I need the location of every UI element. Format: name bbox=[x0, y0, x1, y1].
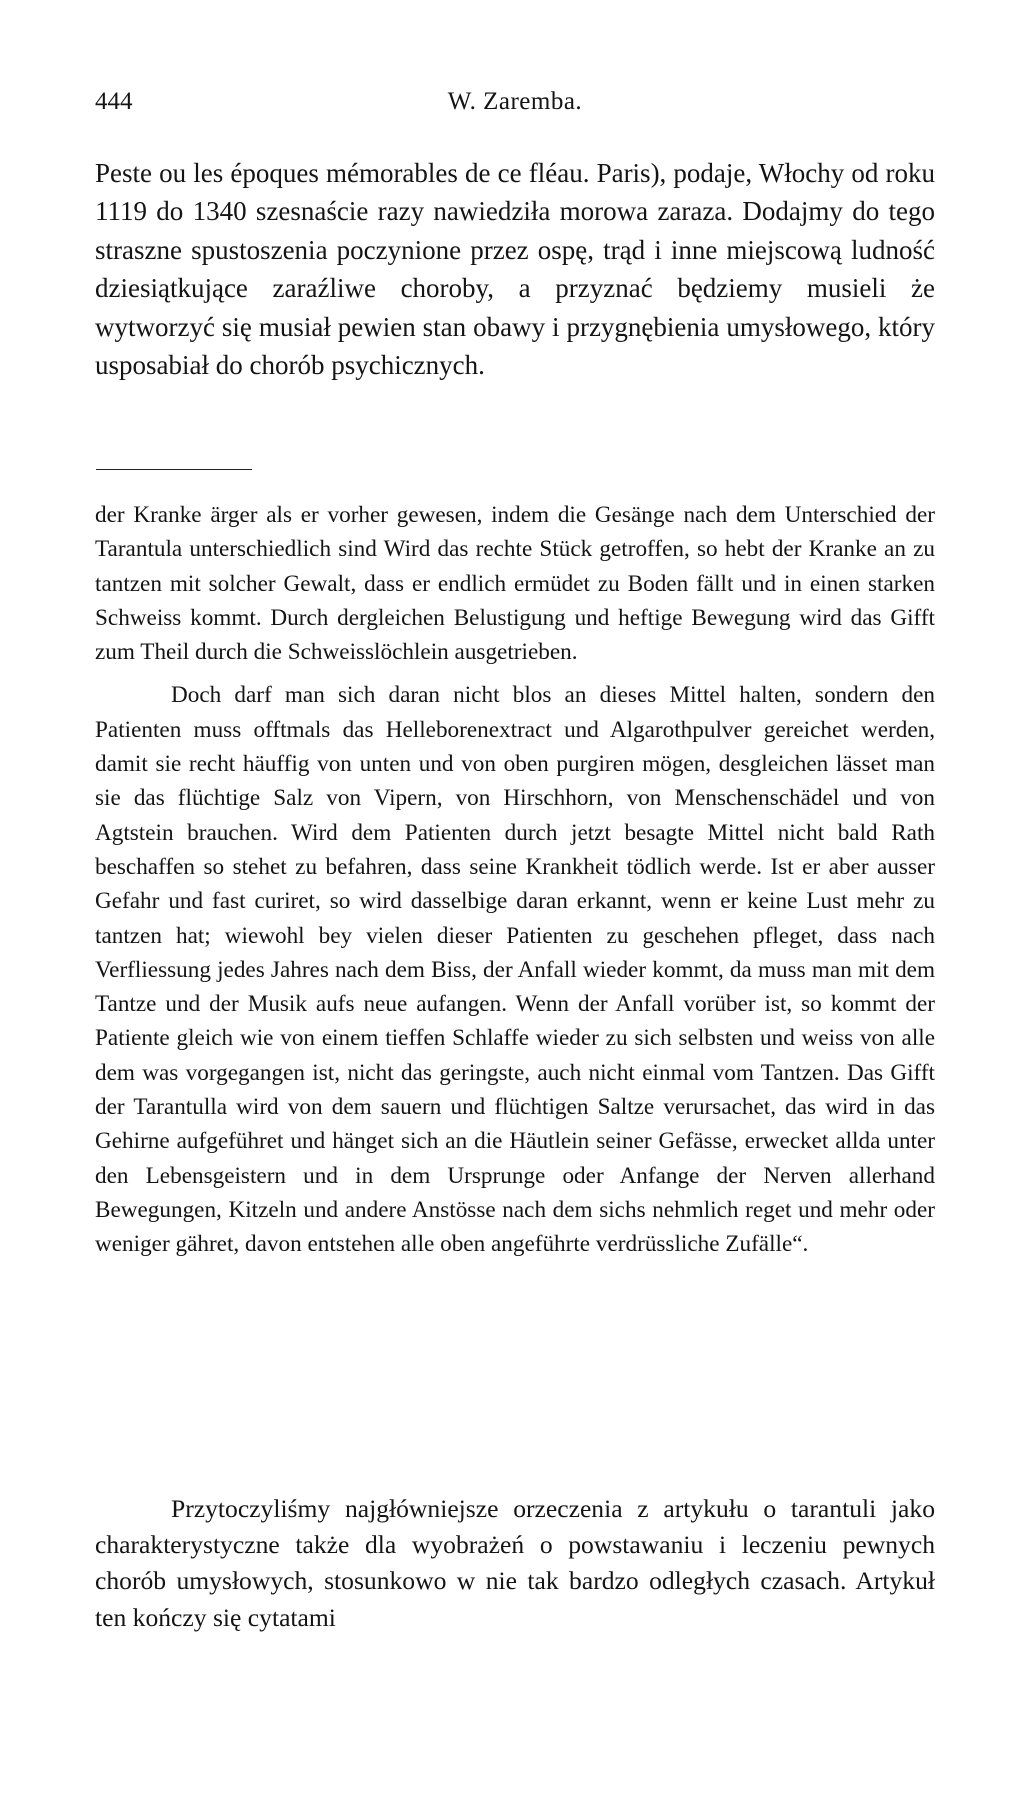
intro-paragraph: Peste ou les époques mémorables de ce fléau. Paris), podaje, Włochy od roku 1119 do 1340 szesnaście razy nawiedziła morowa zaraza. Dodajmy do tego straszne spustoszenia poczynione przez ospę, trąd i inne miejscową ludność dziesiątkujące zaraźliwe choroby, a przyznać będziemy musieli że wytworzyć się musiał pewien stan obawy i przygnębienia umysłowego, który usposabiał do chorób psychicznych. bbox=[95, 158, 935, 381]
page-header bbox=[95, 88, 935, 128]
footnote-paragraph-2: Doch darf man sich daran nicht blos an dieses Mittel halten, sondern den Patienten muss offtmals das Helleborenextract und Algarothpulver gereichet werden, damit sie recht häuffig von unten und von oben purgiren mögen, desgleichen lässet man sie das flüchtige Salz von Vipern, von Hirschhorn, von Menschenschädel und von Agtstein brauchen. Wird dem Patienten durch jetzt besagte Mittel nicht bald Rath beschaffen so stehet zu befahren, dass seine Krankheit tödlich werde. Ist er aber ausser Gefahr und fast curiret, so wird dasselbige daran erkannt, wenn er keine Lust mehr zu tantzen hat; wiewohl bey vielen dieser Patienten zu geschehen pfleget, dass nach Verfliessung jedes Jahres nach dem Biss, der Anfall wieder kommt, da muss man mit dem Tantze und der Musik aufs neue aufangen. Wenn der Anfall vorüber ist, so kommt der Patiente gleich wie von einem tieffen Schlaffe wieder zu sich selbsten und weiss von alle dem was vorgegangen ist, nicht das geringste, auch nicht einmal vom Tantzen. Das Gifft der Tarantulla wird von dem sauern und flüchtigen Saltze verursachet, das wird in das Gehirne aufgeführet und hänget sich an die Häutlein seiner Gefässe, erwecket allda unter den Lebensgeistern und in dem Ursprunge oder Anfange der Nerven allerhand Bewegungen, Kitzeln und andere Anstösse nach dem sichs nehmlich reget und mehr oder weniger gähret, davon entstehen alle oben angeführte verdrüssliche Zufälle“. bbox=[95, 682, 935, 1258]
page-number: 444 bbox=[95, 88, 133, 115]
footnote-paragraph-1: der Kranke ärger als er vorher gewesen, indem die Gesänge nach dem Unterschied der Tarantula unterschiedlich sind Wird das rechte Stück getroffen, so hebt der Kranke an zu tantzen mit solcher Gewalt, dass er endlich ermüdet zu Boden fällt und in einen starken Schweiss kommt. Durch dergleichen Belustigung und heftige Bewegung wird das Gifft zum Theil durch die Schweisslöchlein ausgetrieben. bbox=[95, 502, 935, 666]
footnote-block bbox=[95, 498, 935, 1262]
closing-paragraph: Przytoczyliśmy najgłówniejsze orzeczenia z artykułu o tarantuli jako charakterystyczne także dla wyobrażeń o powstawaniu i leczeniu pewnych chorób umysłowych, stosunkowo w nie tak bardzo odległych czasach. Artykuł ten kończy się cytatami bbox=[95, 1494, 935, 1632]
running-title: W. Zaremba. bbox=[447, 88, 583, 115]
footnote-separator bbox=[96, 469, 252, 470]
